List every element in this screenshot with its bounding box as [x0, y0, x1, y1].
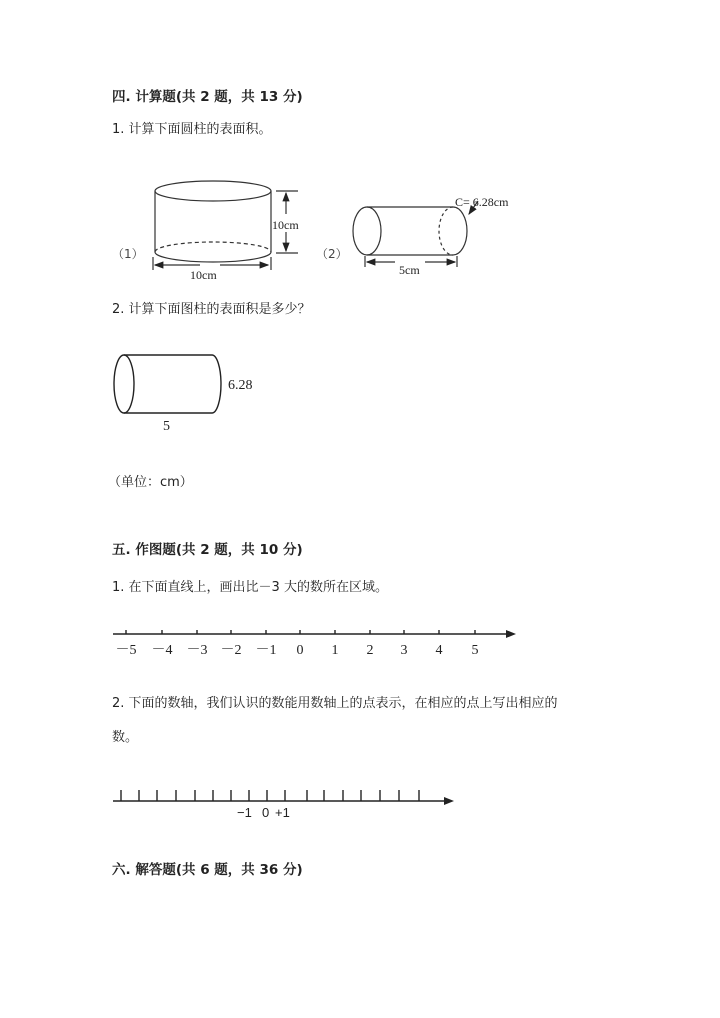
number-line-1-label: 5	[471, 643, 479, 658]
section-6-title: 六. 解答题(共 6 题，共 36 分)	[112, 862, 303, 878]
section-4-title: 四. 计算题(共 2 题，共 13 分)	[112, 89, 303, 105]
unit-note: （单位：cm）	[108, 475, 193, 490]
figure-1-label: （1）	[112, 247, 144, 261]
number-line-1-label: －4	[151, 643, 173, 658]
number-line-1-label: 0	[296, 643, 304, 658]
number-line-1-label: －3	[186, 643, 208, 658]
question-5-2-text-line2: 数。	[112, 730, 139, 745]
number-line-2-label-minus-one: −1	[237, 805, 252, 820]
number-line-1-label: 1	[331, 643, 339, 658]
number-line-2	[113, 790, 454, 805]
number-line-1-label: 4	[435, 643, 443, 658]
question-4-1-text: 1. 计算下面圆柱的表面积。	[112, 122, 272, 137]
question-4-2-text: 2. 计算下面图柱的表面积是多少？	[112, 302, 311, 317]
figure-2-circumference-label: C= 6.28cm	[455, 195, 509, 209]
number-line-1-label: －5	[115, 643, 137, 658]
figure-1-diameter-label: 10cm	[190, 268, 217, 282]
figure-2-length-label: 5cm	[399, 263, 420, 277]
figure-1-height-label: 10cm	[272, 218, 299, 232]
section-5-title: 五. 作图题(共 2 题，共 10 分)	[112, 542, 303, 558]
number-line-1-label: 2	[366, 643, 374, 658]
number-line-1-label: 3	[400, 643, 408, 658]
cylinder-figure-2	[353, 201, 478, 267]
number-line-1	[113, 630, 516, 638]
figure-2-label: （2）	[316, 247, 348, 261]
q2-length-label: 5	[163, 419, 170, 434]
question-5-2-text-line1: 2. 下面的数轴，我们认识的数能用数轴上的点表示，在相应的点上写出相应的	[112, 696, 558, 711]
q2-circumference-label: 6.28	[228, 378, 253, 393]
question-5-1-text: 1. 在下面直线上，画出比－3 大的数所在区域。	[112, 580, 388, 595]
cylinder-figure-q2	[114, 355, 221, 413]
number-line-2-label-zero: 0	[262, 805, 270, 820]
number-line-1-label: －2	[220, 643, 242, 658]
number-line-1-label: －1	[255, 643, 277, 658]
number-line-2-label-plus-one: +1	[275, 805, 290, 820]
